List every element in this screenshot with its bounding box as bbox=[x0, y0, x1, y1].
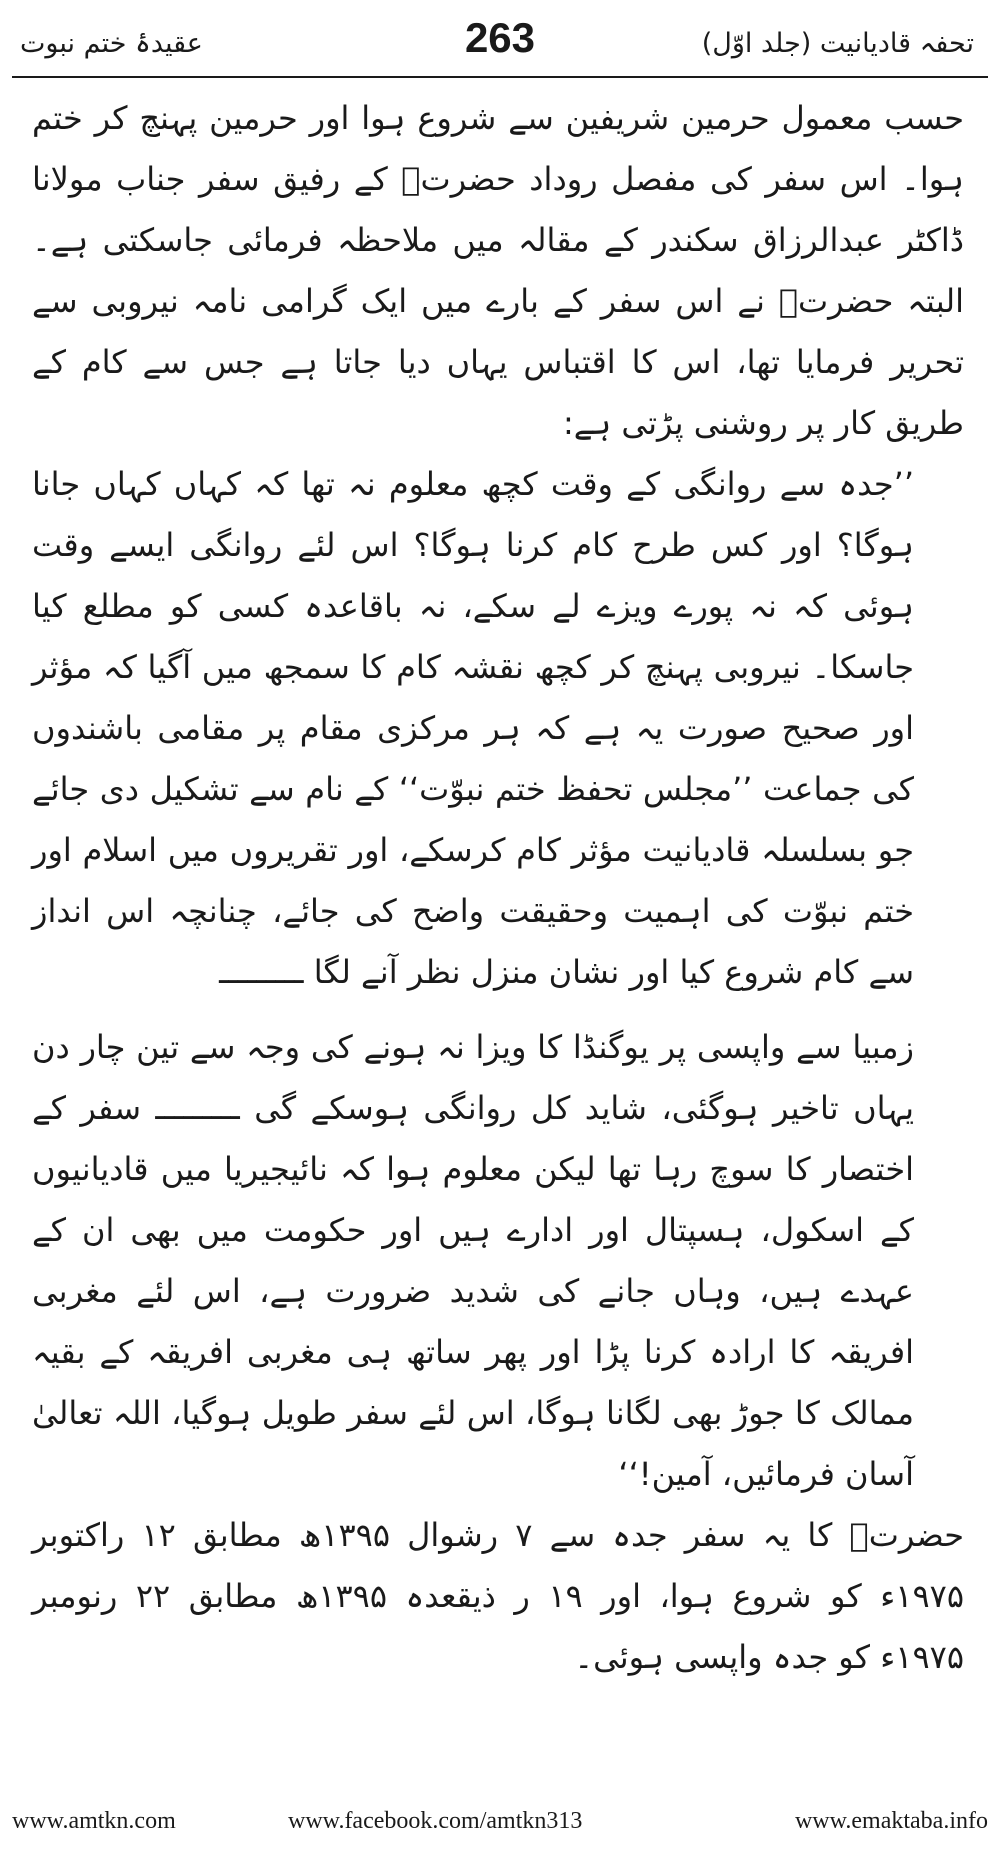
quoted-letter-paragraph-1: ’’جدہ سے روانگی کے وقت کچھ معلوم نہ تھا کہ کہاں کہاں جانا ہوگا؟ اور کس طرح کام کرنا ہوگا؟ اس لئے روانگی ایسے وقت ہوئی کہ نہ پورے ویزے لے سکے، نہ باقاعدہ کسی کو مطلع کیا جاسکا۔ نیروبی پہنچ کر کچھ نقشہ کام کا سمجھ میں آگیا کہ مؤثر اور صحیح صورت یہ ہے کہ ہر مرکزی مقام پر مقامی باشندوں کی جماعت ’’مجلس تحفظ ختم نبوّت‘‘ کے نام سے تشکیل دی جائے جو بسلسلہ قادیانیت مؤثر کام کرسکے، اور تقریروں میں اسلام اور ختم نبوّت کی اہمیت وحقیقت واضح کی جائے، چنانچہ اس انداز سے کام شروع کیا اور نشان منزل نظر آنے لگا ـــــــــ bbox=[32, 465, 914, 991]
closing-paragraph: حضرتؒ کا یہ سفر جدہ سے ۷ رشوال ۱۳۹۵ھ مطابق ۱۲ راکتوبر ۱۹۷۵ء کو شروع ہوا، اور ۱۹ ر ذیقعدہ ۱۳۹۵ھ مطابق ۲۲ رنومبر ۱۹۷۵ء کو جدہ واپسی ہوئی۔ bbox=[32, 1516, 965, 1676]
header-section-title: عقیدۂ ختم نبوت bbox=[20, 28, 203, 59]
footer-link-emaktaba[interactable]: www.emaktaba.info bbox=[794, 1808, 988, 1834]
footer-link-amtkn[interactable]: www.amtkn.com bbox=[12, 1808, 176, 1834]
footer-link-facebook[interactable]: www.facebook.com/amtkn313 bbox=[288, 1808, 583, 1834]
page-header bbox=[12, 14, 988, 76]
page-number: 263 bbox=[464, 14, 536, 61]
intro-paragraph: حسب معمول حرمین شریفین سے شروع ہوا اور حرمین پہنچ کر ختم ہوا۔ اس سفر کی مفصل روداد حضرتؒ کے رفیق سفر جناب مولانا ڈاکٹر عبدالرزاق سکندر کے مقالہ میں ملاحظہ فرمائی جاسکتی ہے۔ البتہ حضرتؒ نے اس سفر کے بارے میں ایک گرامی نامہ نیروبی سے تحریر فرمایا تھا، اس کا اقتباس یہاں دیا جاتا ہے جس سے کام کے طریق کار پر روشنی پڑتی ہے: bbox=[32, 99, 964, 442]
page-body bbox=[32, 88, 964, 1688]
header-book-title: تحفہ قادیانیت (جلد اوّل) bbox=[701, 28, 974, 59]
page-footer bbox=[10, 1808, 990, 1844]
header-divider bbox=[12, 76, 988, 78]
paragraph-spacer bbox=[32, 1003, 964, 1017]
quoted-letter-paragraph-2: زمبیا سے واپسی پر یوگنڈا کا ویزا نہ ہونے کی وجہ سے تین چار دن یہاں تاخیر ہوگئی، شاید کل روانگی ہوسکے گی ـــــــــ سفر کے اختصار کا سوچ رہا تھا لیکن معلوم ہوا کہ نائیجیریا میں قادیانیوں کے اسکول، ہسپتال اور ادارے ہیں اور حکومت میں بھی ان کے عہدے ہیں، وہاں جانے کی شدید ضرورت ہے، اس لئے مغربی افریقہ کا ارادہ کرنا پڑا اور پھر ساتھ ہی مغربی افریقہ کے بقیہ ممالک کا جوڑ بھی لگانا ہوگا، اس لئے سفر طویل ہوگیا، اللہ تعالیٰ آسان فرمائیں، آمین!‘‘ bbox=[32, 1028, 914, 1493]
